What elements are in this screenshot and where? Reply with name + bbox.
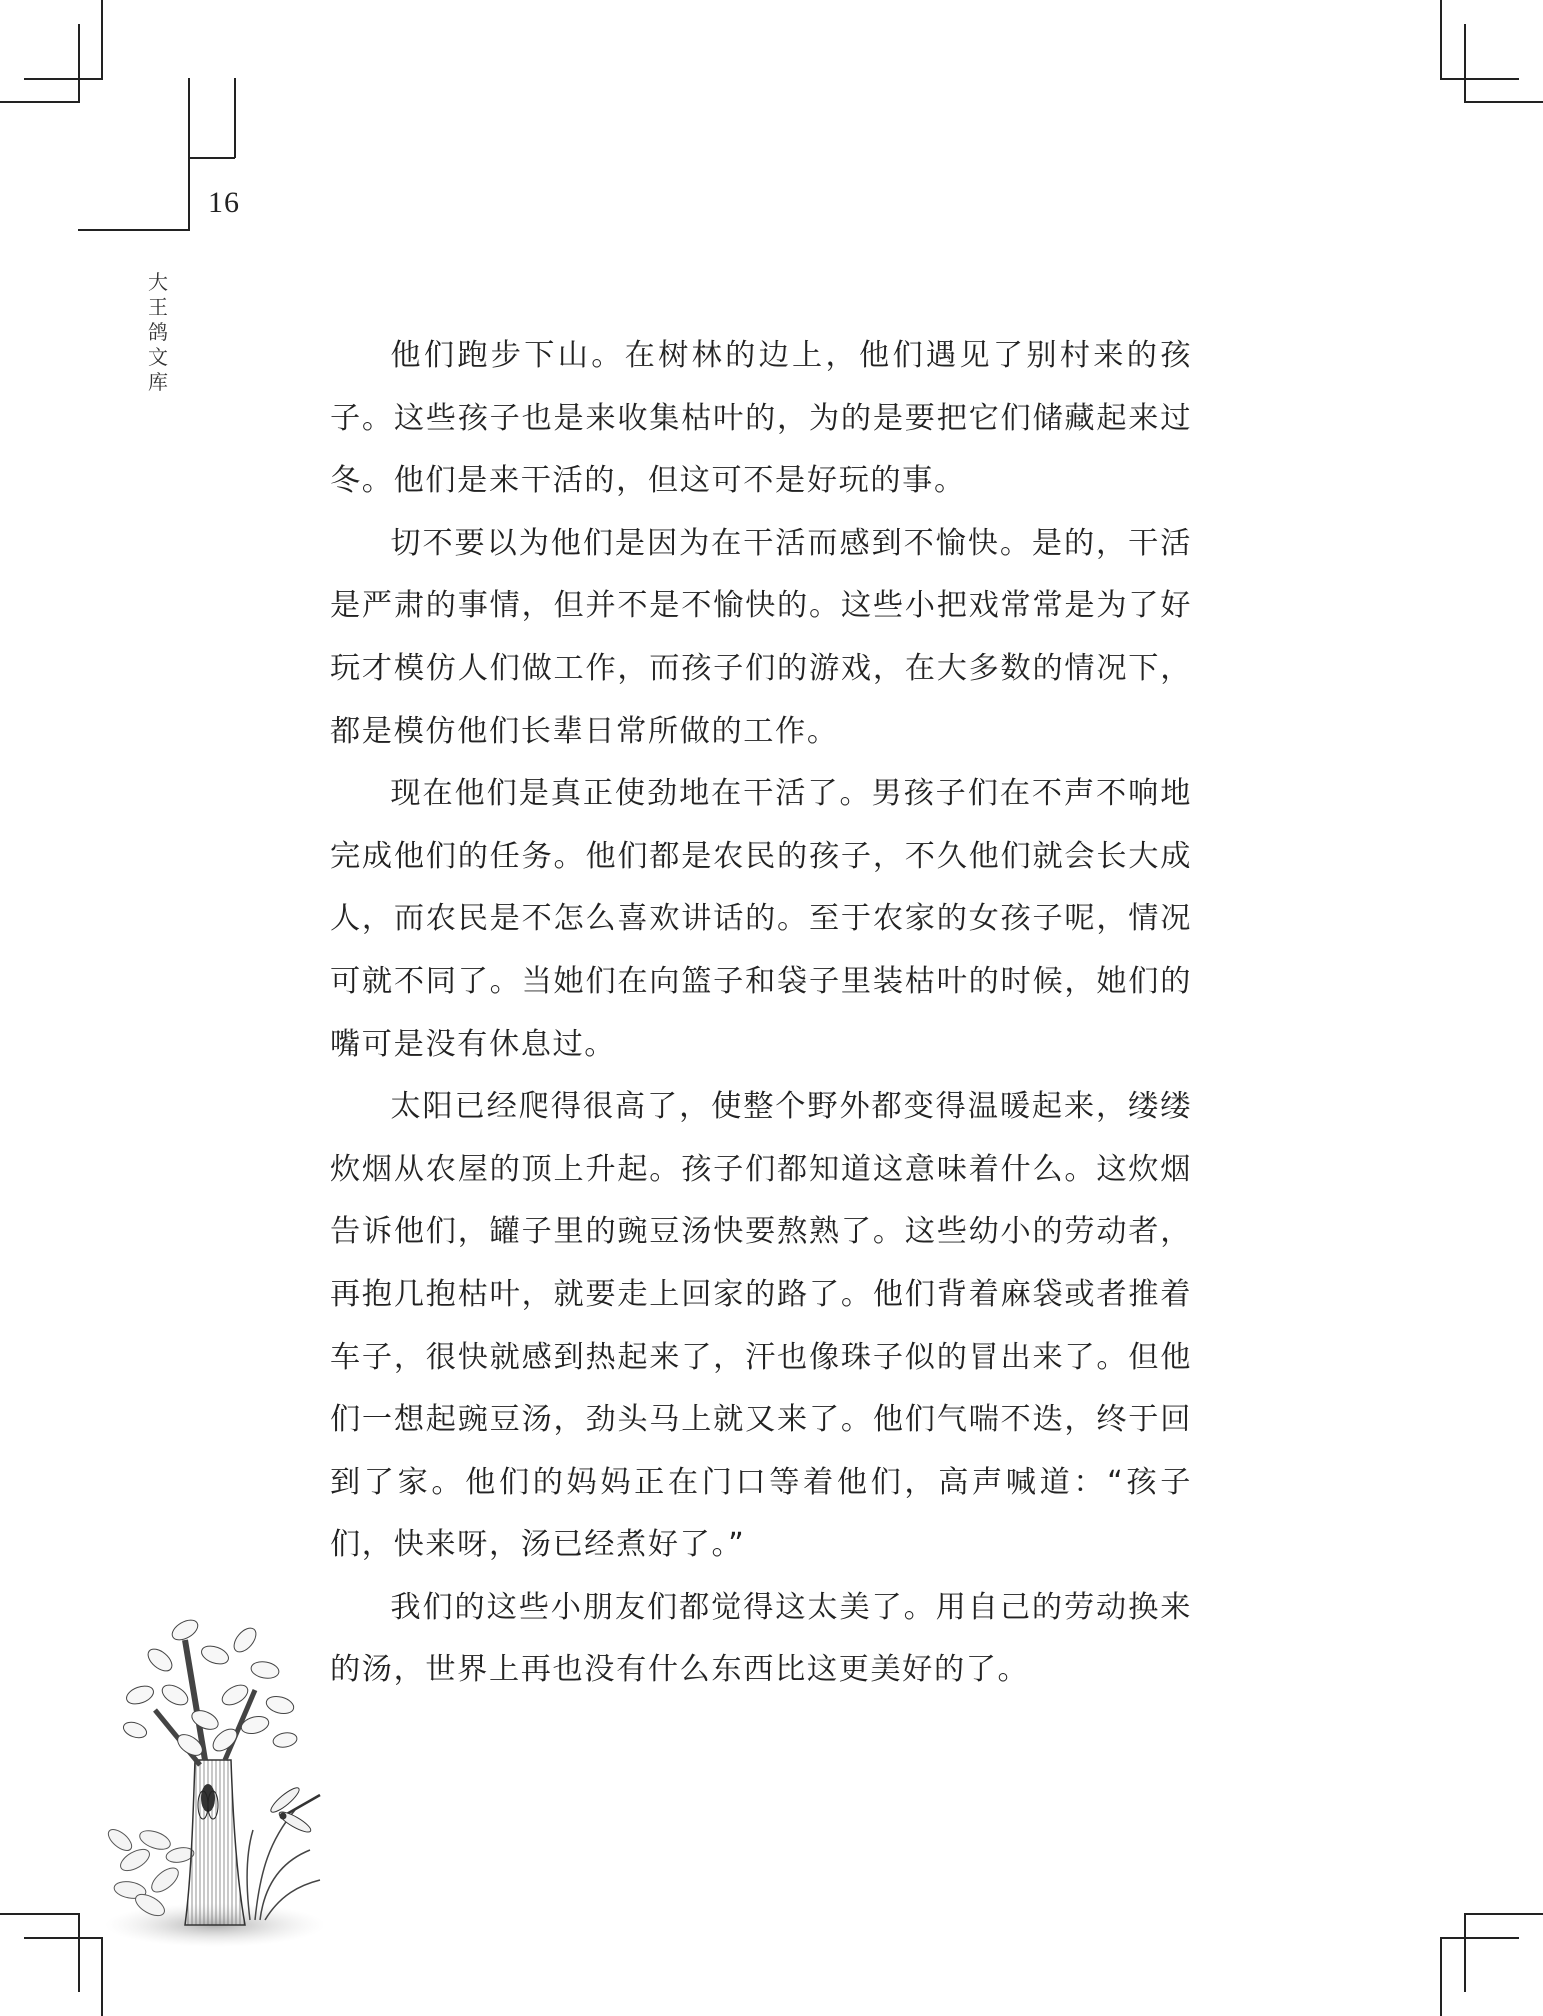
crop-mark-bottom-right (1464, 1913, 1543, 1915)
page-number: 16 (208, 186, 240, 219)
leaves-icon (121, 1616, 298, 1760)
crop-mark-top-left (78, 24, 80, 103)
crop-mark-bottom-right (1440, 1937, 1442, 2016)
crop-mark-bottom-left (24, 1937, 103, 1939)
crop-mark-bottom-right (1464, 1913, 1466, 1992)
trunk (185, 1760, 245, 1925)
crop-mark-top-left (24, 78, 103, 80)
crop-mark-top-right (1440, 78, 1519, 80)
page-number-frame (78, 229, 190, 231)
paragraph: 现在他们是真正使劲地在干活了。男孩子们在不声不响地完成他们的任务。他们都是农民的孩子，不久他们就会长大成人，而农民是不怎么喜欢讲话的。至于农家的女孩子呢，情况可就不同了。当她们在向篮子和袋子里装枯叶的时候，她们的嘴可是没有休息过。 (330, 776, 1192, 1062)
crop-mark-bottom-left (0, 1913, 79, 1915)
body-text (330, 325, 1192, 1702)
series-title: 大王鸽文库 (148, 270, 168, 394)
crop-mark-bottom-left (78, 1913, 80, 1992)
page-number-frame (234, 78, 236, 158)
page-number-frame (188, 78, 190, 230)
page-number-frame (188, 157, 235, 159)
dragonfly-icon (268, 1785, 320, 1836)
paragraph: 太阳已经爬得很高了，使整个野外都变得温暖起来，缕缕炊烟从农屋的顶上升起。孩子们都知道这意味着什么。这炊烟告诉他们，罐子里的豌豆汤快要熬熟了。这些幼小的劳动者，再抱几抱枯叶，就要走上回家的路了。他们背着麻袋或者推着车子，很快就感到热起来了，汗也像珠子似的冒出来了。但他们一想起豌豆汤，劲头马上就又来了。他们气喘不迭，终于回到了家。他们的妈妈正在门口等着他们，高声喊道：“孩子们，快来呀，汤已经煮好了。” (330, 1089, 1192, 1563)
crop-mark-top-right (1464, 101, 1543, 103)
crop-mark-bottom-right (1440, 1937, 1519, 1939)
crop-mark-top-right (1464, 24, 1466, 103)
crop-mark-top-left (101, 0, 103, 79)
crop-mark-top-left (0, 101, 79, 103)
paragraph: 切不要以为他们是因为在干活而感到不愉快。是的，干活是严肃的事情，但并不是不愉快的。这些小把戏常常是为了好玩才模仿人们做工作，而孩子们的游戏，在大多数的情况下，都是模仿他们长辈日常所做的工作。 (330, 525, 1192, 749)
paragraph: 我们的这些小朋友们都觉得这太美了。用自己的劳动换来的汤，世界上再也没有什么东西比这更美好的了。 (330, 1589, 1192, 1688)
paragraph: 他们跑步下山。在树林的边上，他们遇见了别村来的孩子。这些孩子也是来收集枯叶的，为的是要把它们储藏起来过冬。他们是来干活的，但这可不是好玩的事。 (330, 338, 1192, 499)
tree-illustration (95, 1600, 335, 1970)
crop-mark-top-right (1440, 0, 1442, 79)
